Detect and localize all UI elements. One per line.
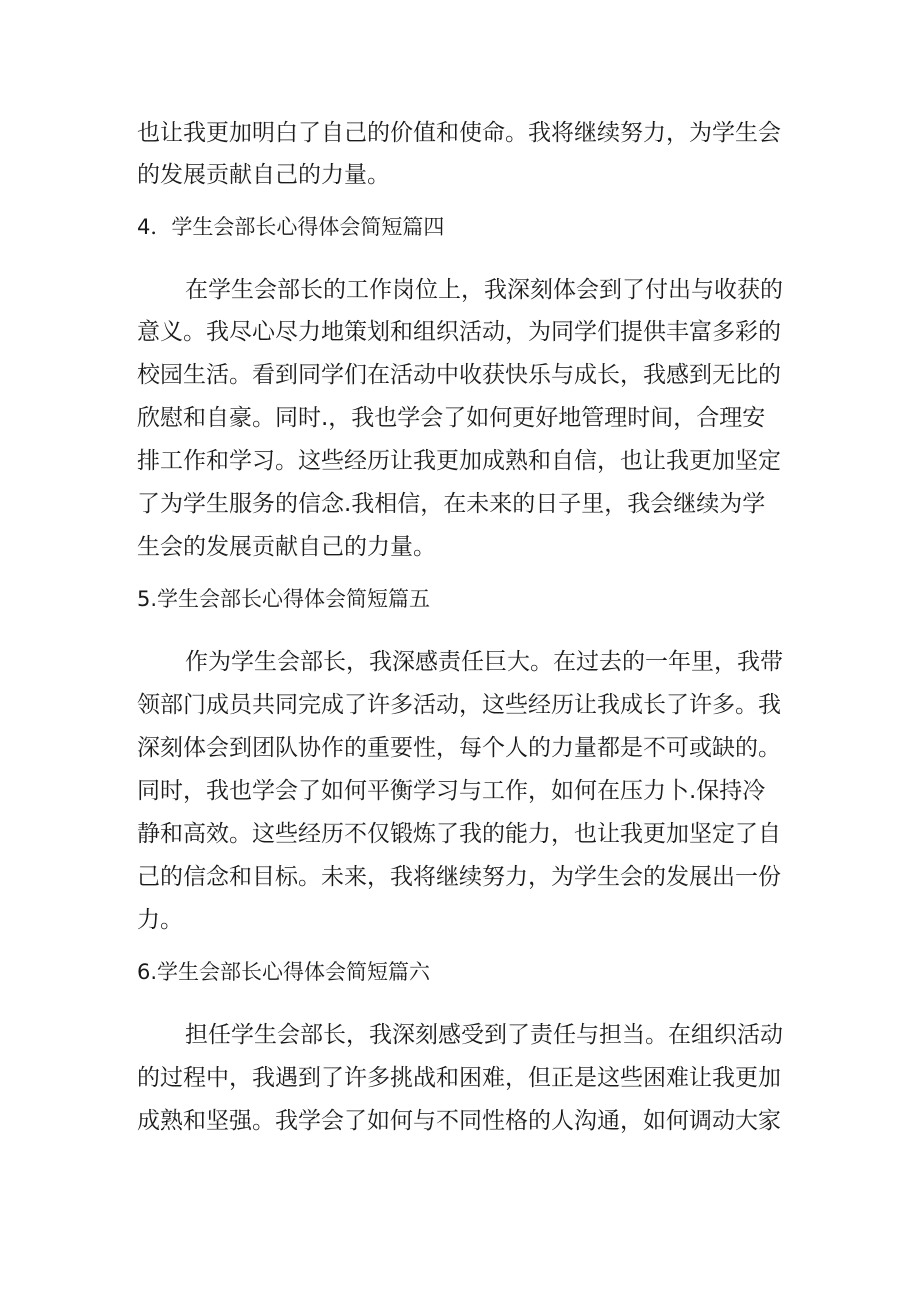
paragraph-line: 静和高效。这些经历不仅锻炼了我的能力，也让我更加坚定了自 <box>137 821 781 847</box>
paragraph-line: 的过程中，我遇到了许多挑战和困难，但正是这些困难让我更加 <box>137 1065 781 1091</box>
paragraph-line: 力。 <box>137 907 183 933</box>
paragraph-line: 校园生活。看到同学们在活动中收获快乐与成长，我感到无比的 <box>137 362 781 388</box>
paragraph-line: 了为学生服务的信念.我相信，在未来的日子里，我会继续为学 <box>137 491 766 517</box>
paragraph-line: 排工作和学习。这些经历让我更加成熟和自信，也让我更加坚定 <box>137 448 781 474</box>
paragraph-line: 作为学生会部长，我深感责任巨大。在过去的一年里，我带 <box>185 649 783 675</box>
paragraph-line: 的发展贡献自己的力量。 <box>137 162 390 188</box>
paragraph-line: 在学生会部长的工作岗位上，我深刻体会到了付出与收获的 <box>185 277 783 303</box>
paragraph-line: 意义。我尽心尽力地策划和组织活动，为同学们提供丰富多彩的 <box>137 319 781 345</box>
paragraph-line: 生会的发展贡献自己的力量。 <box>137 534 436 560</box>
paragraph-line: 深刻体会到团队协作的重要性，每个人的力量都是不可或缺的。 <box>137 735 781 761</box>
paragraph-line: 也让我更加明白了自己的价值和使命。我将继续努力，为学生会 <box>137 120 781 146</box>
section-heading: 6.学生会部长心得体会简短篇六 <box>137 960 431 984</box>
paragraph-line: 同时，我也学会了如何平衡学习与工作，如何在压力卜.保持冷 <box>137 778 766 804</box>
paragraph-line: 己的信念和目标。未来，我将继续努力，为学生会的发展出一份 <box>137 864 781 890</box>
paragraph-line: 欣慰和自豪。同时.，我也学会了如何更好地管理时间，合理安 <box>137 405 766 431</box>
paragraph-line: 成熟和坚强。我学会了如何与不同性格的人沟通，如何调动大家 <box>137 1108 781 1134</box>
section-heading: 5.学生会部长心得体会简短篇五 <box>137 587 431 611</box>
section-heading: 4．学生会部长心得体会简短篇四 <box>137 215 445 239</box>
paragraph-line: 领部门成员共同完成了许多活动，这些经历让我成长了许多。我 <box>137 692 781 718</box>
paragraph-line: 担任学生会部长，我深刻感受到了责任与担当。在组织活动 <box>185 1022 783 1048</box>
